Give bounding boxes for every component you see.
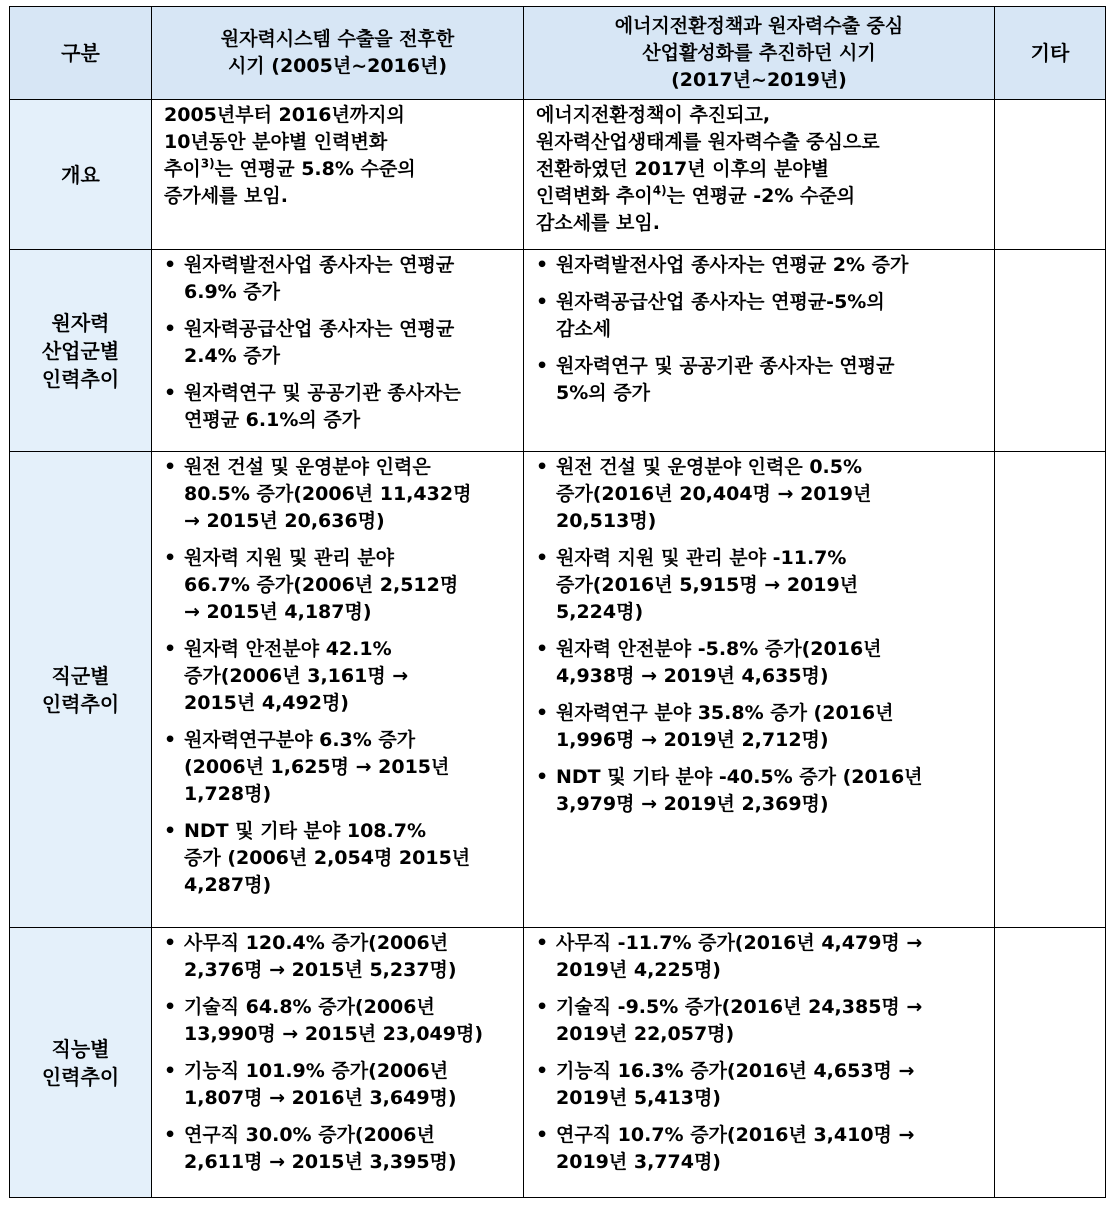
list-item: • 원자력 지원 및 관리 분야 -11.7% 증가(2016년 5,915명 → 2019년 5,224명) xyxy=(534,545,988,626)
list-item: • 원자력 안전분야 42.1% 증가(2006년 3,161명 → 2015년 4,492명) xyxy=(162,636,517,717)
list-item: • 기능직 16.3% 증가(2016년 4,653명 → 2019년 5,413명) xyxy=(534,1058,988,1112)
list-item: • 연구직 10.7% 증가(2016년 3,410명 → 2019년 3,774명) xyxy=(534,1122,988,1176)
row-label-industry: 원자력 산업군별 인력추이 xyxy=(10,250,152,452)
list-item: • 원자력발전사업 종사자는 연평균 2% 증가 xyxy=(534,252,988,279)
list-item: • 원자력공급산업 종사자는 연평균-5%의 감소세 xyxy=(534,289,988,343)
header-other: 기타 xyxy=(995,7,1106,100)
list-item: • 원자력 안전분야 -5.8% 증가(2016년 4,938명 → 2019년 4,635명) xyxy=(534,636,988,690)
list-item: • 사무직 -11.7% 증가(2016년 4,479명 → 2019년 4,225명) xyxy=(534,930,988,984)
row-industry xyxy=(10,250,1106,452)
list-item: • 원자력연구 분야 35.8% 증가 (2016년 1,996명 → 2019년 2,712명) xyxy=(534,700,988,754)
row-overview xyxy=(10,100,1106,250)
list-item: • 사무직 120.4% 증가(2006년 2,376명 → 2015년 5,237명) xyxy=(162,930,517,984)
list-item: • 기술직 -9.5% 증가(2016년 24,385명 → 2019년 22,057명) xyxy=(534,994,988,1048)
overview-other xyxy=(995,100,1106,250)
overview-period1: 2005년부터 2016년까지의 10년동안 분야별 인력변화 추이$^{3)}$는 연평균 5.8% 수준의 증가세를 보임. xyxy=(152,100,524,250)
function-period1 xyxy=(152,928,524,1198)
job-group-other xyxy=(995,452,1106,928)
list-item: • NDT 및 기타 분야 108.7% 증가 (2006년 2,054명 2015년 4,287명) xyxy=(162,818,517,899)
header-period-2005-2016: 원자력시스템 수출을 전후한 시기 (2005년~2016년) xyxy=(152,7,524,100)
list-item: • 연구직 30.0% 증가(2006년 2,611명 → 2015년 3,395명) xyxy=(162,1122,517,1176)
workforce-comparison-table xyxy=(9,6,1106,1198)
list-item: • 원자력연구 및 공공기관 종사자는 연평균 6.1%의 증가 xyxy=(162,380,517,434)
job-group-period1 xyxy=(152,452,524,928)
row-label-overview: 개요 xyxy=(10,100,152,250)
list-item: • NDT 및 기타 분야 -40.5% 증가 (2016년 3,979명 → 2019년 2,369명) xyxy=(534,764,988,818)
job-group-period2 xyxy=(524,452,995,928)
industry-period2 xyxy=(524,250,995,452)
industry-other xyxy=(995,250,1106,452)
list-item: • 원자력발전사업 종사자는 연평균 6.9% 증가 xyxy=(162,252,517,306)
list-item: • 원자력공급산업 종사자는 연평균 2.4% 증가 xyxy=(162,316,517,370)
function-period2 xyxy=(524,928,995,1198)
list-item: • 원전 건설 및 운영분야 인력은 80.5% 증가(2006년 11,432명 → 2015년 20,636명) xyxy=(162,454,517,535)
header-category: 구분 xyxy=(10,7,152,100)
industry-period1 xyxy=(152,250,524,452)
list-item: • 원자력연구분야 6.3% 증가 (2006년 1,625명 → 2015년 1,728명) xyxy=(162,727,517,808)
row-label-function: 직능별 인력추이 xyxy=(10,928,152,1198)
row-label-job-group: 직군별 인력추이 xyxy=(10,452,152,928)
function-other xyxy=(995,928,1106,1198)
overview-period2: 에너지전환정책이 추진되고, 원자력산업생태계를 원자력수출 중심으로 전환하였던 2017년 이후의 분야별 인력변화 추이$^{4)}$는 연평균 -2% 수준의 감소세를 보임. xyxy=(524,100,995,250)
list-item: • 원자력 지원 및 관리 분야 66.7% 증가(2006년 2,512명 → 2015년 4,187명) xyxy=(162,545,517,626)
header-row xyxy=(10,7,1106,100)
row-function xyxy=(10,928,1106,1198)
list-item: • 원자력연구 및 공공기관 종사자는 연평균 5%의 증가 xyxy=(534,353,988,407)
list-item: • 기능직 101.9% 증가(2006년 1,807명 → 2016년 3,649명) xyxy=(162,1058,517,1112)
list-item: • 원전 건설 및 운영분야 인력은 0.5% 증가(2016년 20,404명 → 2019년 20,513명) xyxy=(534,454,988,535)
list-item: • 기술직 64.8% 증가(2006년 13,990명 → 2015년 23,049명) xyxy=(162,994,517,1048)
row-job-group xyxy=(10,452,1106,928)
header-period-2017-2019: 에너지전환정책과 원자력수출 중심 산업활성화를 추진하던 시기 (2017년~2019년) xyxy=(524,7,995,100)
